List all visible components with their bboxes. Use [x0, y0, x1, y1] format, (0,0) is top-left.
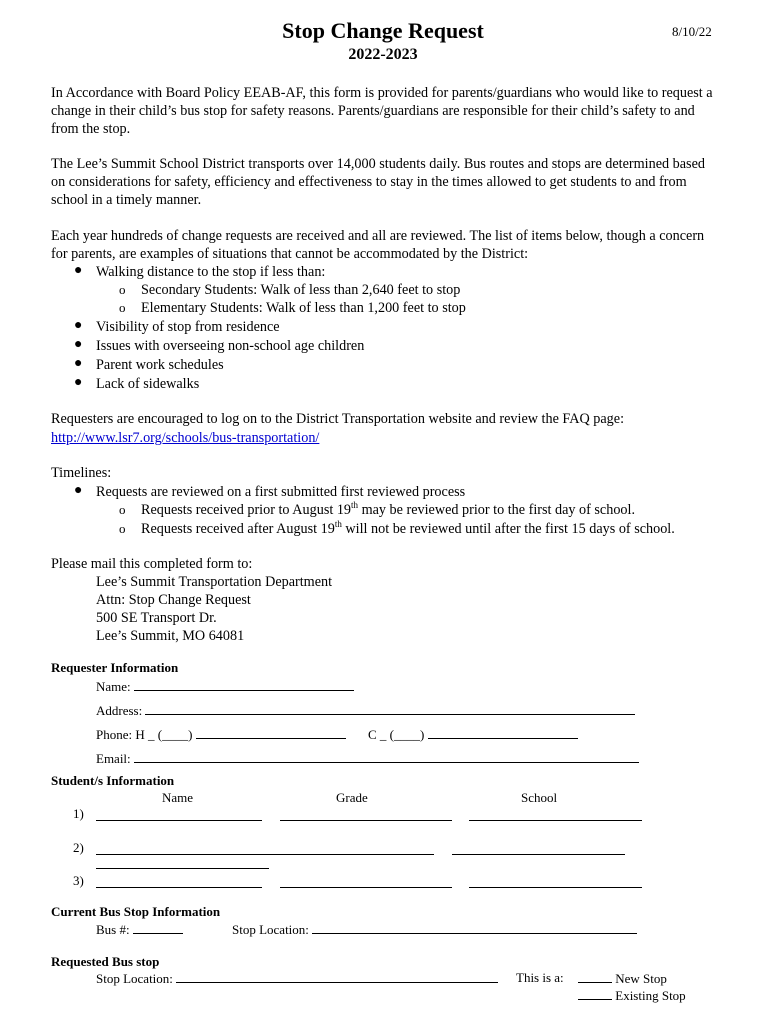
bus-number-label: Bus #:: [96, 922, 130, 937]
requested-stop-location-label: Stop Location:: [96, 971, 173, 986]
timelines-label: Timelines:: [51, 465, 112, 481]
students-heading: Student/s Information: [51, 773, 175, 788]
address-label: Address:: [96, 703, 143, 718]
intro-paragraph-1: In Accordance with Board Policy EEAB-AF, this form is provided for parents/guardians who would like to request a change in their child’s bus stop for safety reasons. Parents/guardians are responsible for their child’s safety to and from the stop.: [51, 85, 713, 137]
student-3-grade-field[interactable]: [280, 875, 452, 888]
bullet-icon: ●: [74, 375, 83, 390]
address-field[interactable]: [145, 702, 635, 715]
home-phone-field[interactable]: [196, 726, 346, 739]
existing-stop-checkbox[interactable]: [578, 987, 612, 1000]
list-item-walking: Walking distance to the stop if less than:: [96, 264, 326, 280]
cell-phone-label: C _ (____): [368, 727, 425, 742]
timeline-item-2: Requests received prior to August 19th may be reviewed prior to the first day of school.: [141, 500, 635, 518]
bullet-icon: ●: [74, 483, 83, 498]
name-label: Name:: [96, 679, 131, 694]
column-header-grade: Grade: [336, 790, 368, 805]
student-2-name-field[interactable]: [96, 842, 434, 855]
mail-address-line-4: Lee’s Summit, MO 64081: [96, 628, 245, 644]
existing-stop-label: Existing Stop: [615, 988, 686, 1003]
student-1-name-field[interactable]: [96, 808, 262, 821]
timeline-item-3: Requests received after August 19th will not be reviewed until after the first 15 days of school.: [141, 519, 675, 537]
email-label: Email:: [96, 751, 131, 766]
student-2-grade-field[interactable]: [452, 842, 625, 855]
requester-email-row: [96, 750, 639, 767]
list-item-sidewalks: Lack of sidewalks: [96, 376, 200, 392]
new-stop-checkbox[interactable]: [578, 970, 612, 983]
column-header-school: School: [521, 790, 558, 805]
email-field[interactable]: [134, 750, 639, 763]
student-row-number: 3): [73, 873, 84, 888]
requested-stop-location-field[interactable]: [176, 970, 498, 983]
student-3-school-field[interactable]: [469, 875, 642, 888]
circle-bullet-icon: o: [119, 300, 126, 315]
list-item-elementary: Elementary Students: Walk of less than 1,200 feet to stop: [141, 300, 466, 316]
existing-stop-option[interactable]: [578, 987, 686, 1004]
home-phone-label: Phone: H _ (____): [96, 727, 193, 742]
mail-label: Please mail this completed form to:: [51, 556, 253, 572]
page-title: Stop Change Request: [282, 18, 484, 43]
bullet-icon: ●: [74, 318, 83, 333]
list-item-children: Issues with overseeing non-school age children: [96, 338, 365, 354]
intro-paragraph-2: The Lee’s Summit School District transports over 14,000 students daily. Bus routes and stops are determined based on considerations for safety, efficiency and effectiveness to stay in the times allowed to get students to and from school in a timely manner.: [51, 156, 705, 208]
current-stop-location-row: [232, 921, 637, 938]
bus-number-field[interactable]: [133, 921, 183, 934]
column-header-name: Name: [162, 790, 194, 805]
timeline-item-1: Requests are reviewed on a first submitted first reviewed process: [96, 484, 466, 500]
transportation-link[interactable]: http://www.lsr7.org/schools/bus-transportation/: [51, 430, 320, 446]
circle-bullet-icon: o: [119, 521, 126, 536]
student-3-name-field[interactable]: [96, 875, 262, 888]
circle-bullet-icon: o: [119, 282, 126, 297]
student-1-grade-field[interactable]: [280, 808, 452, 821]
requester-cell-row: [368, 726, 578, 743]
stop-type-label: This is a:: [516, 970, 564, 985]
student-row-number: 1): [73, 806, 84, 821]
new-stop-option[interactable]: [578, 970, 667, 987]
current-stop-heading: Current Bus Stop Information: [51, 904, 221, 919]
new-stop-label: New Stop: [615, 971, 667, 986]
form-date: 8/10/22: [672, 24, 712, 39]
requester-name-row: [96, 678, 354, 695]
website-text: Requesters are encouraged to log on to the District Transportation website and review the FAQ page:: [51, 411, 625, 427]
list-item-visibility: Visibility of stop from residence: [96, 319, 280, 335]
school-year: 2022-2023: [348, 46, 418, 63]
mail-address-line-2: Attn: Stop Change Request: [96, 592, 251, 608]
mail-address-line-1: Lee’s Summit Transportation Department: [96, 574, 333, 590]
requested-stop-location-row: [96, 970, 498, 987]
requester-address-row: [96, 702, 635, 719]
list-item-secondary: Secondary Students: Walk of less than 2,640 feet to stop: [141, 282, 461, 298]
requester-phone-row: [96, 726, 346, 743]
current-stop-location-label: Stop Location:: [232, 922, 309, 937]
requested-stop-heading: Requested Bus stop: [51, 954, 160, 969]
bullet-icon: ●: [74, 356, 83, 371]
list-item-work: Parent work schedules: [96, 357, 224, 373]
bus-number-row: [96, 921, 183, 938]
student-row-number: 2): [73, 840, 84, 855]
intro-paragraph-3: Each year hundreds of change requests are received and all are reviewed. The list of items below, though a concern for parents, are examples of situations that cannot be accommodated by the District:: [51, 228, 705, 262]
student-1-school-field[interactable]: [469, 808, 642, 821]
name-field[interactable]: [134, 678, 354, 691]
bullet-icon: ●: [74, 337, 83, 352]
bullet-icon: ●: [74, 263, 83, 278]
student-2-school-field[interactable]: [96, 856, 269, 869]
mail-address-line-3: 500 SE Transport Dr.: [96, 610, 217, 626]
cell-phone-field[interactable]: [428, 726, 578, 739]
requester-heading: Requester Information: [51, 660, 179, 675]
current-stop-location-field[interactable]: [312, 921, 637, 934]
circle-bullet-icon: o: [119, 502, 126, 517]
